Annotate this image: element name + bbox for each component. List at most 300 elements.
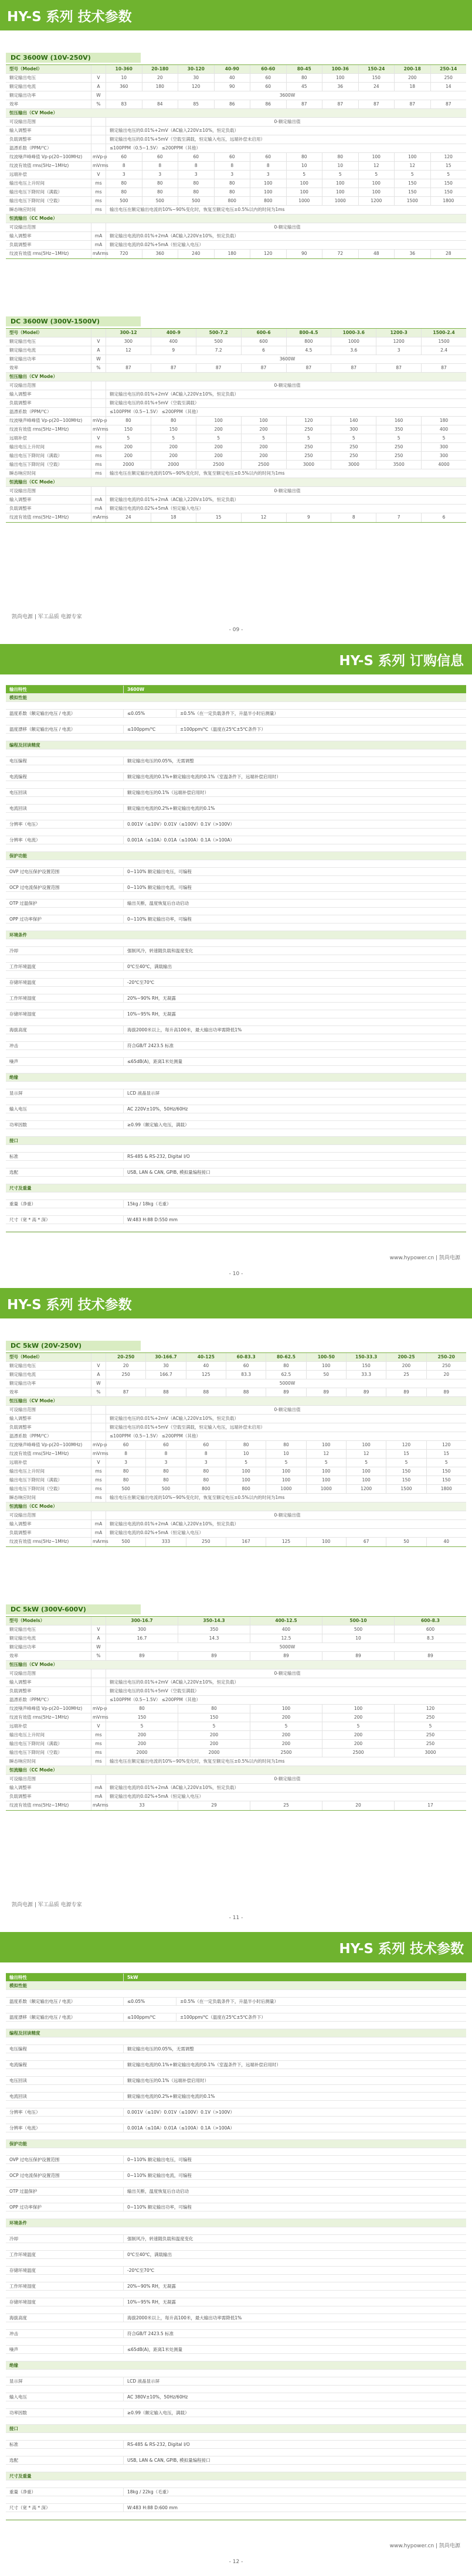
value-cell: 200 — [386, 1362, 426, 1370]
value-cell: 800 — [250, 197, 286, 205]
row-unit — [91, 1687, 106, 1695]
row-label: 标准 — [9, 1154, 18, 1159]
value-cell: 150 — [106, 425, 151, 434]
table-row — [6, 2203, 466, 2212]
row-unit: ms — [91, 1494, 106, 1502]
spacer-row — [6, 2006, 466, 2013]
row-label: 可设输出范围 — [9, 383, 36, 388]
value-cell: 0-额定输出值 — [106, 1511, 466, 1519]
value-cell: W:483 H:88 D:600 mm — [123, 2504, 466, 2512]
value-cell: 89 — [394, 1652, 466, 1660]
value-cell: 额定输出电压的0.1%（远端补偿启用时） — [123, 789, 466, 796]
value-cell: 89 — [250, 1652, 322, 1660]
table-row — [6, 868, 466, 876]
value-cell: 18 — [151, 513, 196, 522]
row-unit: A — [91, 1371, 106, 1379]
value-cell: 额定输出电流的0.01%+2mA（AC输入220V±10%，恒定负载） — [106, 1520, 466, 1528]
row-label: 尺寸及重量 — [9, 2473, 32, 2479]
value-cell: 400 — [250, 1626, 322, 1634]
table-row — [6, 399, 466, 408]
value-cell: 6 — [241, 346, 286, 355]
header-cell: 40-90 — [214, 65, 250, 73]
table-row — [6, 1153, 466, 1161]
value-cell: ≤65dB(A)，距离1米处测量 — [123, 1058, 466, 1065]
value-cell: 0.001A（≤10A）0.01A（≤100A）0.1A（>100A） — [123, 836, 466, 844]
table-row — [6, 2013, 466, 2022]
value-cell: 89 — [386, 1388, 426, 1396]
table-row — [6, 1476, 466, 1485]
value-cell: 12 — [358, 162, 395, 170]
value-cell: 3 — [106, 171, 142, 179]
spacer-row — [6, 908, 466, 915]
table-header-row — [6, 329, 466, 338]
value-cell: 额定输出电流的0.1%+额定输出电流的0.1%（室温条件下，远端补偿启用时） — [123, 773, 466, 781]
value-cell: 250 — [394, 1713, 466, 1722]
table-row — [6, 74, 466, 83]
table-row — [6, 1379, 466, 1388]
row-unit — [91, 1669, 106, 1678]
table-row — [6, 1705, 466, 1713]
value-cell: ±0.5%（在一定负载条件下，升温半小时后测量） — [176, 710, 466, 717]
value-cell: 0~110% 额定输出电流，可编程 — [123, 884, 466, 891]
row-unit: mArms — [91, 250, 106, 258]
value-cell: 120 — [250, 250, 286, 258]
row-label: 可设输出范围 — [9, 1671, 36, 1676]
page-10 — [0, 644, 472, 1288]
value-cell: 40 — [426, 1538, 466, 1546]
row-label: 尺寸（宽 * 高 * 深） — [9, 1217, 50, 1222]
value-cell: 250 — [394, 1731, 466, 1739]
value-cell: 150 — [386, 1476, 426, 1484]
row-label: 恒流输出（CC Mode） — [9, 1767, 57, 1773]
value-cell: 100 — [346, 1467, 386, 1476]
value-cell: 83.3 — [226, 1371, 266, 1379]
table-row — [6, 1511, 466, 1520]
value-cell: 0-额定输出值 — [106, 118, 466, 126]
table-row — [6, 2108, 466, 2117]
value-cell: ≤100PPM（0.5~1.5V） ≤200PPM（其他） — [106, 408, 466, 416]
table-row — [6, 1634, 466, 1643]
value-cell: 5 — [394, 171, 430, 179]
value-cell: 1800 — [430, 197, 467, 205]
table-row — [6, 1450, 466, 1459]
value-cell: 350 — [376, 425, 421, 434]
value-cell: ≤100PPM（0.5~1.5V） ≤200PPM（其他） — [106, 144, 466, 152]
row-label: 瞬态响应时间 — [9, 1495, 36, 1500]
value-cell: 500 — [106, 1485, 145, 1493]
row-label: 负载调整率 — [9, 1425, 32, 1430]
header-cell — [91, 329, 106, 337]
value-cell: 48 — [358, 250, 395, 258]
row-unit: mA — [91, 505, 106, 513]
value-cell: 18kg / 22kg（毛重） — [123, 2488, 466, 2496]
header-cell: 350-14.3 — [178, 1617, 250, 1625]
spacer-row — [6, 702, 466, 710]
value-cell: 150 — [426, 1476, 466, 1484]
row-unit: mVrms — [91, 162, 106, 170]
value-cell: 5 — [322, 171, 358, 179]
value-cell: 500 — [196, 338, 241, 346]
value-cell: 5 — [421, 434, 466, 442]
value-cell: 20%~90% RH，无凝露 — [123, 994, 466, 1002]
value-cell: 0-额定输出值 — [106, 1775, 466, 1783]
value-cell: 167 — [226, 1538, 266, 1546]
value-cell: 800 — [226, 1485, 266, 1493]
value-cell: 额定输出电流的0.2%+额定输出电流的0.1% — [123, 805, 466, 812]
page-title: HY-S 系列 订购信息 — [339, 653, 464, 669]
value-cell: 200 — [322, 1740, 394, 1748]
value-cell: 88 — [186, 1388, 226, 1396]
row-label: 纹波有效值 rms(5Hz~1MHz) — [9, 163, 69, 168]
row-label: 额定输出功率 — [9, 1381, 36, 1386]
table-row — [6, 1998, 466, 2006]
table-row — [6, 694, 466, 702]
row-label: 负载调整率 — [9, 137, 32, 142]
header-cell: 500-7.2 — [196, 329, 241, 337]
header-cell: 输出特性 — [9, 687, 27, 692]
row-label: 恒流输出（CC Mode） — [9, 479, 57, 485]
row-label: 功率因数 — [9, 1122, 27, 1127]
value-cell: 150 — [358, 74, 395, 82]
value-cell: 25 — [250, 1801, 322, 1810]
header-cell: 型号（Model） — [9, 1354, 42, 1359]
value-cell: W:483 H:88 D:550 mm — [123, 1216, 466, 1224]
row-unit: mArms — [91, 1538, 106, 1546]
row-unit: W — [91, 1643, 106, 1651]
value-cell: 60 — [178, 153, 214, 161]
spacer-row — [6, 2465, 466, 2472]
value-cell: 80 — [106, 179, 142, 188]
header-cell: 100-36 — [322, 65, 358, 73]
table-row — [6, 232, 466, 241]
row-label: 冲击 — [9, 1043, 18, 1048]
value-cell: 80 — [106, 1476, 145, 1484]
value-cell: 120 — [178, 83, 214, 91]
value-cell: 250 — [286, 452, 331, 460]
table-row — [6, 836, 466, 844]
value-cell: 250 — [286, 425, 331, 434]
value-cell: 100 — [306, 1538, 346, 1546]
table-row — [6, 2298, 466, 2306]
value-cell: 100 — [346, 1441, 386, 1449]
row-label: 额定输出电流 — [9, 347, 36, 353]
value-cell: 3 — [186, 1459, 226, 1467]
value-cell: ≤100PPM（0.5~1.5V） ≤200PPM（其他） — [106, 1432, 466, 1440]
header-cell: 型号（Models） — [9, 1618, 45, 1623]
value-cell: 8 — [145, 1450, 185, 1458]
table-row — [6, 197, 466, 206]
table-row — [6, 452, 466, 461]
row-unit: ms — [91, 1476, 106, 1484]
row-label: 瞬态响应时间 — [9, 1759, 36, 1764]
spacer-row — [6, 2212, 466, 2219]
table-row — [6, 2346, 466, 2354]
value-cell: 80 — [266, 1441, 305, 1449]
table-row — [6, 1643, 466, 1652]
value-cell: 0.001V（≤10V）0.01V（≤100V）0.1V（>100V） — [123, 2108, 466, 2116]
header-cell: 600-8.3 — [394, 1617, 466, 1625]
row-label: 输出电压下降时间（空载） — [9, 198, 62, 203]
row-unit — [91, 487, 106, 495]
value-cell: 100 — [266, 1467, 305, 1476]
value-cell: 16.7 — [106, 1634, 178, 1643]
row-unit: A — [91, 346, 106, 355]
header-cell: 200-25 — [386, 1353, 426, 1361]
value-cell: 200 — [106, 1731, 178, 1739]
table-row — [6, 1494, 466, 1502]
row-unit: W — [91, 91, 106, 100]
table-row — [6, 162, 466, 171]
page-number: - 10 - — [229, 1271, 243, 1277]
value-cell: 100 — [322, 179, 358, 188]
value-cell: 60 — [214, 153, 250, 161]
row-label: 存储环境温度 — [9, 2268, 36, 2273]
header-cell: 型号（Model） — [9, 66, 42, 71]
value-cell: 120 — [386, 1441, 426, 1449]
value-cell: 200 — [106, 443, 151, 451]
row-unit: V — [91, 171, 106, 179]
value-cell: 80 — [106, 417, 151, 425]
value-cell: 1000 — [286, 197, 322, 205]
value-cell: 额定输出电流的0.02%+5mA（恒定输入电压） — [106, 1529, 466, 1537]
table-row — [6, 2251, 466, 2259]
row-label: 效率 — [9, 365, 18, 370]
value-cell: 100 — [322, 188, 358, 196]
value-cell: ≤100ppm/℃ — [123, 2013, 176, 2021]
row-unit: mArms — [91, 1801, 106, 1810]
spacer-row — [6, 813, 466, 820]
header-cell: 60-60 — [250, 65, 286, 73]
row-unit: V — [91, 1722, 106, 1730]
table-row — [6, 2362, 466, 2370]
value-cell: ≥0.99（额定输入电压，满载） — [123, 2409, 466, 2417]
row-label: 绝缘 — [9, 1075, 18, 1080]
row-label: OCP 过电流保护设置范围 — [9, 2173, 60, 2178]
table-row — [6, 757, 466, 765]
value-cell: 80 — [214, 179, 250, 188]
row-label: 额定输出电压 — [9, 1627, 36, 1632]
value-cell: 额定输出电流的0.02%+5mA（恒定输入电压） — [106, 505, 466, 513]
value-cell: 100 — [226, 1467, 266, 1476]
row-label: 选配 — [9, 1170, 18, 1175]
spacer-row — [6, 2370, 466, 2377]
value-cell: 5 — [394, 1722, 466, 1730]
row-label: 可设输出范围 — [9, 119, 36, 124]
header-cell: 400-9 — [151, 329, 196, 337]
value-cell: 80 — [178, 188, 214, 196]
table-row — [6, 1467, 466, 1476]
row-label: 分辨率（电压） — [9, 2110, 40, 2115]
value-cell: 300 — [421, 443, 466, 451]
value-cell: 100 — [346, 1476, 386, 1484]
table-row — [6, 1661, 466, 1669]
value-cell: 60 — [106, 153, 142, 161]
table-row — [6, 1074, 466, 1082]
row-label: 恒压输出（CV Mode） — [9, 1662, 57, 1667]
value-cell: 12 — [241, 513, 286, 522]
table-row — [6, 171, 466, 179]
spacer-row — [6, 1161, 466, 1168]
row-label: 电压编程 — [9, 758, 27, 764]
value-cell: 200 — [196, 425, 241, 434]
value-cell: 80 — [186, 1476, 226, 1484]
value-cell: 5 — [151, 434, 196, 442]
row-label: 绝缘 — [9, 2363, 18, 2368]
value-cell: 60 — [142, 153, 178, 161]
table-row — [6, 1784, 466, 1793]
row-label: 电流回读 — [9, 806, 27, 811]
table-row — [6, 2267, 466, 2275]
table-row — [6, 1678, 466, 1687]
value-cell: 100 — [286, 188, 322, 196]
row-unit — [91, 390, 106, 398]
row-label: 额定输出电压 — [9, 339, 36, 344]
table-row — [6, 2409, 466, 2417]
header-cell: 400-12.5 — [250, 1617, 322, 1625]
row-label: 尺寸及重量 — [9, 1185, 32, 1191]
value-cell: 80 — [142, 188, 178, 196]
row-unit: V — [91, 74, 106, 82]
row-label: 接口 — [9, 1138, 18, 1143]
value-cell: 12 — [346, 1450, 386, 1458]
table-row — [6, 390, 466, 399]
value-cell: 200 — [250, 1713, 322, 1722]
value-cell: 86 — [250, 100, 286, 108]
value-cell: 100 — [306, 1362, 346, 1370]
value-cell: 1000 — [306, 1485, 346, 1493]
row-label: 纹波噪声峰峰值 Vp-p(20~100MHz) — [9, 1706, 83, 1711]
value-cell: 1800 — [426, 1485, 466, 1493]
value-cell: 额定输出电压的0.01%+2mV（AC输入220V±10%，恒定负载） — [106, 1678, 466, 1686]
row-label: 输出电压上升时间 — [9, 1468, 45, 1474]
value-cell: 84 — [142, 100, 178, 108]
value-cell: 89 — [178, 1652, 250, 1660]
row-label: 纹波有效值 rms(5Hz~1MHz) — [9, 427, 69, 432]
value-cell: 800 — [186, 1485, 226, 1493]
value-cell: 9 — [151, 346, 196, 355]
spacer-row — [6, 718, 466, 725]
value-cell: 10 — [286, 162, 322, 170]
table-row — [6, 223, 466, 232]
value-cell: 5 — [331, 434, 376, 442]
value-cell: 额定输出电压的0.05%，无需调整 — [123, 757, 466, 765]
table-row — [6, 1485, 466, 1494]
value-cell: LCD 液晶显示屏 — [123, 1089, 466, 1097]
row-label: 输出电压下降时间（空载） — [9, 1486, 62, 1491]
value-cell: 14 — [430, 83, 467, 91]
table-row — [6, 1415, 466, 1423]
value-cell: 45 — [286, 83, 322, 91]
table-row — [6, 741, 466, 749]
value-cell: 5 — [250, 1722, 322, 1730]
row-label: 负载调整率 — [9, 1530, 32, 1535]
table-row — [6, 1441, 466, 1450]
value-cell: 15 — [386, 1450, 426, 1458]
value-cell: 800 — [286, 338, 331, 346]
value-cell: ≤100PPM（0.5~1.5V） ≤200PPM（其他） — [106, 1696, 466, 1704]
value-cell: -20℃至70℃ — [123, 2267, 466, 2274]
value-cell: 0~110% 额定输出电压，可编程 — [123, 2156, 466, 2163]
footer-url: www.hypower.cn | 凯尚电源 — [389, 2543, 460, 2549]
row-label: 海拔高度 — [9, 2315, 27, 2321]
row-unit: mA — [91, 1529, 106, 1537]
row-unit — [91, 1511, 106, 1519]
row-unit — [91, 399, 106, 407]
row-label: 可设输出范围 — [9, 488, 36, 493]
value-cell: 7 — [376, 513, 421, 522]
table-row — [6, 1740, 466, 1749]
table-row — [6, 1362, 466, 1371]
value-cell: USB, LAN & CAN, GPIB, 模拟量编程接口 — [123, 1168, 466, 1176]
header-cell: 1200-3 — [376, 329, 421, 337]
table-row — [6, 2235, 466, 2243]
value-cell: 0-额定输出值 — [106, 1406, 466, 1414]
row-label: 温漂系数（PPM/℃） — [9, 145, 52, 151]
value-cell: 1500 — [386, 1485, 426, 1493]
value-cell: 80 — [106, 188, 142, 196]
table-row — [6, 789, 466, 797]
table-row — [6, 135, 466, 144]
table-row — [6, 1397, 466, 1406]
value-cell: ≤100ppm/℃ — [123, 725, 176, 733]
value-cell: 100 — [250, 188, 286, 196]
value-cell: 87 — [358, 100, 395, 108]
row-unit: ms — [91, 469, 106, 478]
table-row — [6, 1520, 466, 1529]
value-cell: 720 — [106, 250, 142, 258]
row-label: 分辨率（电流） — [9, 837, 40, 843]
value-cell: ≤65dB(A)，距离1米处测量 — [123, 2346, 466, 2353]
value-cell: 15 — [426, 1450, 466, 1458]
value-cell: 12 — [106, 346, 151, 355]
row-label: 输入调整率 — [9, 497, 32, 502]
spacer-row — [6, 781, 466, 789]
row-label: 保护功能 — [9, 2141, 27, 2146]
page-header — [0, 0, 472, 30]
value-cell: 12 — [306, 1450, 346, 1458]
table-row — [6, 1696, 466, 1705]
value-cell: 80 — [322, 153, 358, 161]
header-cell: 10-360 — [106, 65, 142, 73]
table-row — [6, 979, 466, 987]
row-label: 重量（净重） — [9, 2489, 36, 2495]
table-row — [6, 2156, 466, 2164]
table-row — [6, 1538, 466, 1546]
row-unit: mVp-p — [91, 1705, 106, 1713]
spacer-row — [6, 2227, 466, 2235]
header-cell: 300-12 — [106, 329, 151, 337]
row-unit: ms — [91, 179, 106, 188]
row-label: 编程及回读精度 — [9, 742, 40, 748]
value-cell: 100 — [358, 153, 395, 161]
row-unit: mVrms — [91, 1450, 106, 1458]
value-cell: 输出电压在额定输出电流的10%~90%变化时，恢复至额定电压±0.5%以内的时间为1ms — [106, 469, 466, 478]
spacer-row — [6, 1990, 466, 1998]
row-label: 分辨率（电流） — [9, 2125, 40, 2131]
value-cell: 2500 — [196, 461, 241, 469]
spec-table-5kw-high — [6, 1616, 466, 1811]
table-row — [6, 2456, 466, 2465]
row-unit — [91, 223, 106, 231]
value-cell: 5 — [196, 434, 241, 442]
spacer-row — [6, 1129, 466, 1137]
table-row — [6, 118, 466, 127]
spacer-row — [6, 987, 466, 994]
value-cell: 150 — [151, 425, 196, 434]
spacer-row — [6, 1018, 466, 1026]
value-cell: 3 — [178, 171, 214, 179]
value-cell: 2000 — [106, 1749, 178, 1757]
